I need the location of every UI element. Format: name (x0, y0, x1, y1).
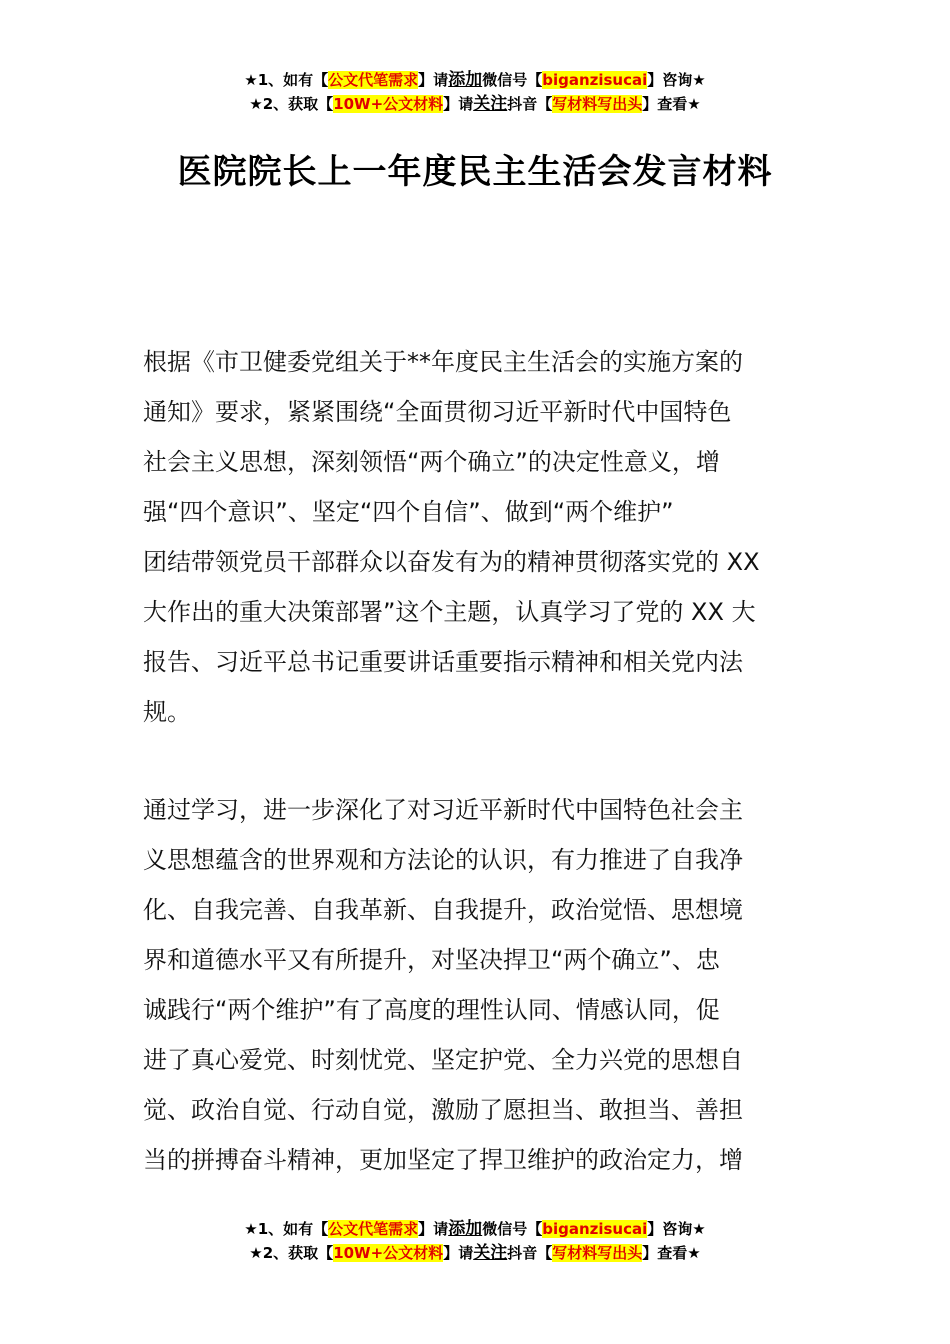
highlight-wechat-id: biganzisucai (542, 71, 648, 89)
highlight-wechat-id: biganzisucai (542, 1220, 648, 1238)
paragraph-line: 团结带领党员干部群众以奋发有为的精神贯彻落实党的 XX (143, 548, 760, 576)
paragraph-line: 界和道德水平又有所提升，对坚决捍卫“两个确立”、忠 (143, 946, 720, 974)
banner-text: 】查看★ (642, 95, 701, 113)
banner-text: ★2、获取【 (249, 1244, 334, 1262)
paragraph-line: 当的拼搏奋斗精神，更加坚定了捍卫维护的政治定力，增 (143, 1146, 743, 1174)
banner-line-2 (0, 1241, 950, 1265)
banner-text: 】查看★ (642, 1244, 701, 1262)
banner-line-2 (0, 92, 950, 116)
banner-text: 】咨询★ (647, 1220, 706, 1238)
banner-line-1 (0, 68, 950, 92)
paragraph-line: 大作出的重大决策部署”这个主题，认真学习了党的 XX 大 (143, 598, 756, 626)
highlight-douyin: 写材料写出头 (552, 1244, 643, 1262)
banner-text: ★2、获取【 (249, 95, 334, 113)
paragraph-line: 诚践行“两个维护”有了高度的理性认同、情感认同，促 (143, 996, 720, 1024)
paragraph-line: 社会主义思想，深刻领悟“两个确立”的决定性意义，增 (143, 448, 720, 476)
banner-text: 抖音【 (507, 95, 553, 113)
paragraph-line: 进了真心爱党、时刻忧党、坚定护党、全力兴党的思想自 (143, 1046, 743, 1074)
banner-text: ★1、如有【 (244, 1220, 329, 1238)
paragraph-line: 规。 (143, 698, 191, 726)
paragraph-line: 报告、习近平总书记重要讲话重要指示精神和相关党内法 (143, 648, 743, 676)
banner-text: 抖音【 (507, 1244, 553, 1262)
banner-text: 】请 (443, 95, 474, 113)
banner-text: 】请 (418, 71, 449, 89)
banner-text: 微信号【 (482, 71, 543, 89)
highlight-materials: 10W+公文材料 (333, 1244, 444, 1262)
paragraph-line: 通知》要求，紧紧围绕“全面贯彻习近平新时代中国特色 (143, 398, 732, 426)
banner-text: 】请 (418, 1220, 449, 1238)
paragraph-line: 通过学习，进一步深化了对习近平新时代中国特色社会主 (143, 796, 743, 824)
paragraph-line: 义思想蕴含的世界观和方法论的认识，有力推进了自我净 (143, 846, 743, 874)
banner-text: ★1、如有【 (244, 71, 329, 89)
paragraph-line: 化、自我完善、自我革新、自我提升，政治觉悟、思想境 (143, 896, 743, 924)
header-ad-banner (0, 68, 950, 116)
banner-emphasis: 关注 (473, 94, 508, 114)
banner-text: 】请 (443, 1244, 474, 1262)
highlight-materials: 10W+公文材料 (333, 95, 444, 113)
paragraph-2 (143, 785, 811, 1185)
footer-ad-banner (0, 1217, 950, 1265)
banner-emphasis: 添加 (448, 1219, 483, 1239)
highlight-douyin: 写材料写出头 (552, 95, 643, 113)
banner-text: 】咨询★ (647, 71, 706, 89)
paragraph-1 (143, 337, 811, 737)
paragraph-line: 强“四个意识”、坚定“四个自信”、做到“两个维护” (143, 498, 674, 526)
paragraph-line: 根据《市卫健委党组关于**年度民主生活会的实施方案的 (143, 348, 743, 376)
banner-emphasis: 添加 (448, 70, 483, 90)
banner-line-1 (0, 1217, 950, 1241)
banner-text: 微信号【 (482, 1220, 543, 1238)
highlight-service: 公文代笔需求 (328, 71, 419, 89)
paragraph-line: 觉、政治自觉、行动自觉，激励了愿担当、敢担当、善担 (143, 1096, 743, 1124)
banner-emphasis: 关注 (473, 1243, 508, 1263)
highlight-service: 公文代笔需求 (328, 1220, 419, 1238)
document-title: 医院院长上一年度民主生活会发言材料 (177, 152, 773, 192)
